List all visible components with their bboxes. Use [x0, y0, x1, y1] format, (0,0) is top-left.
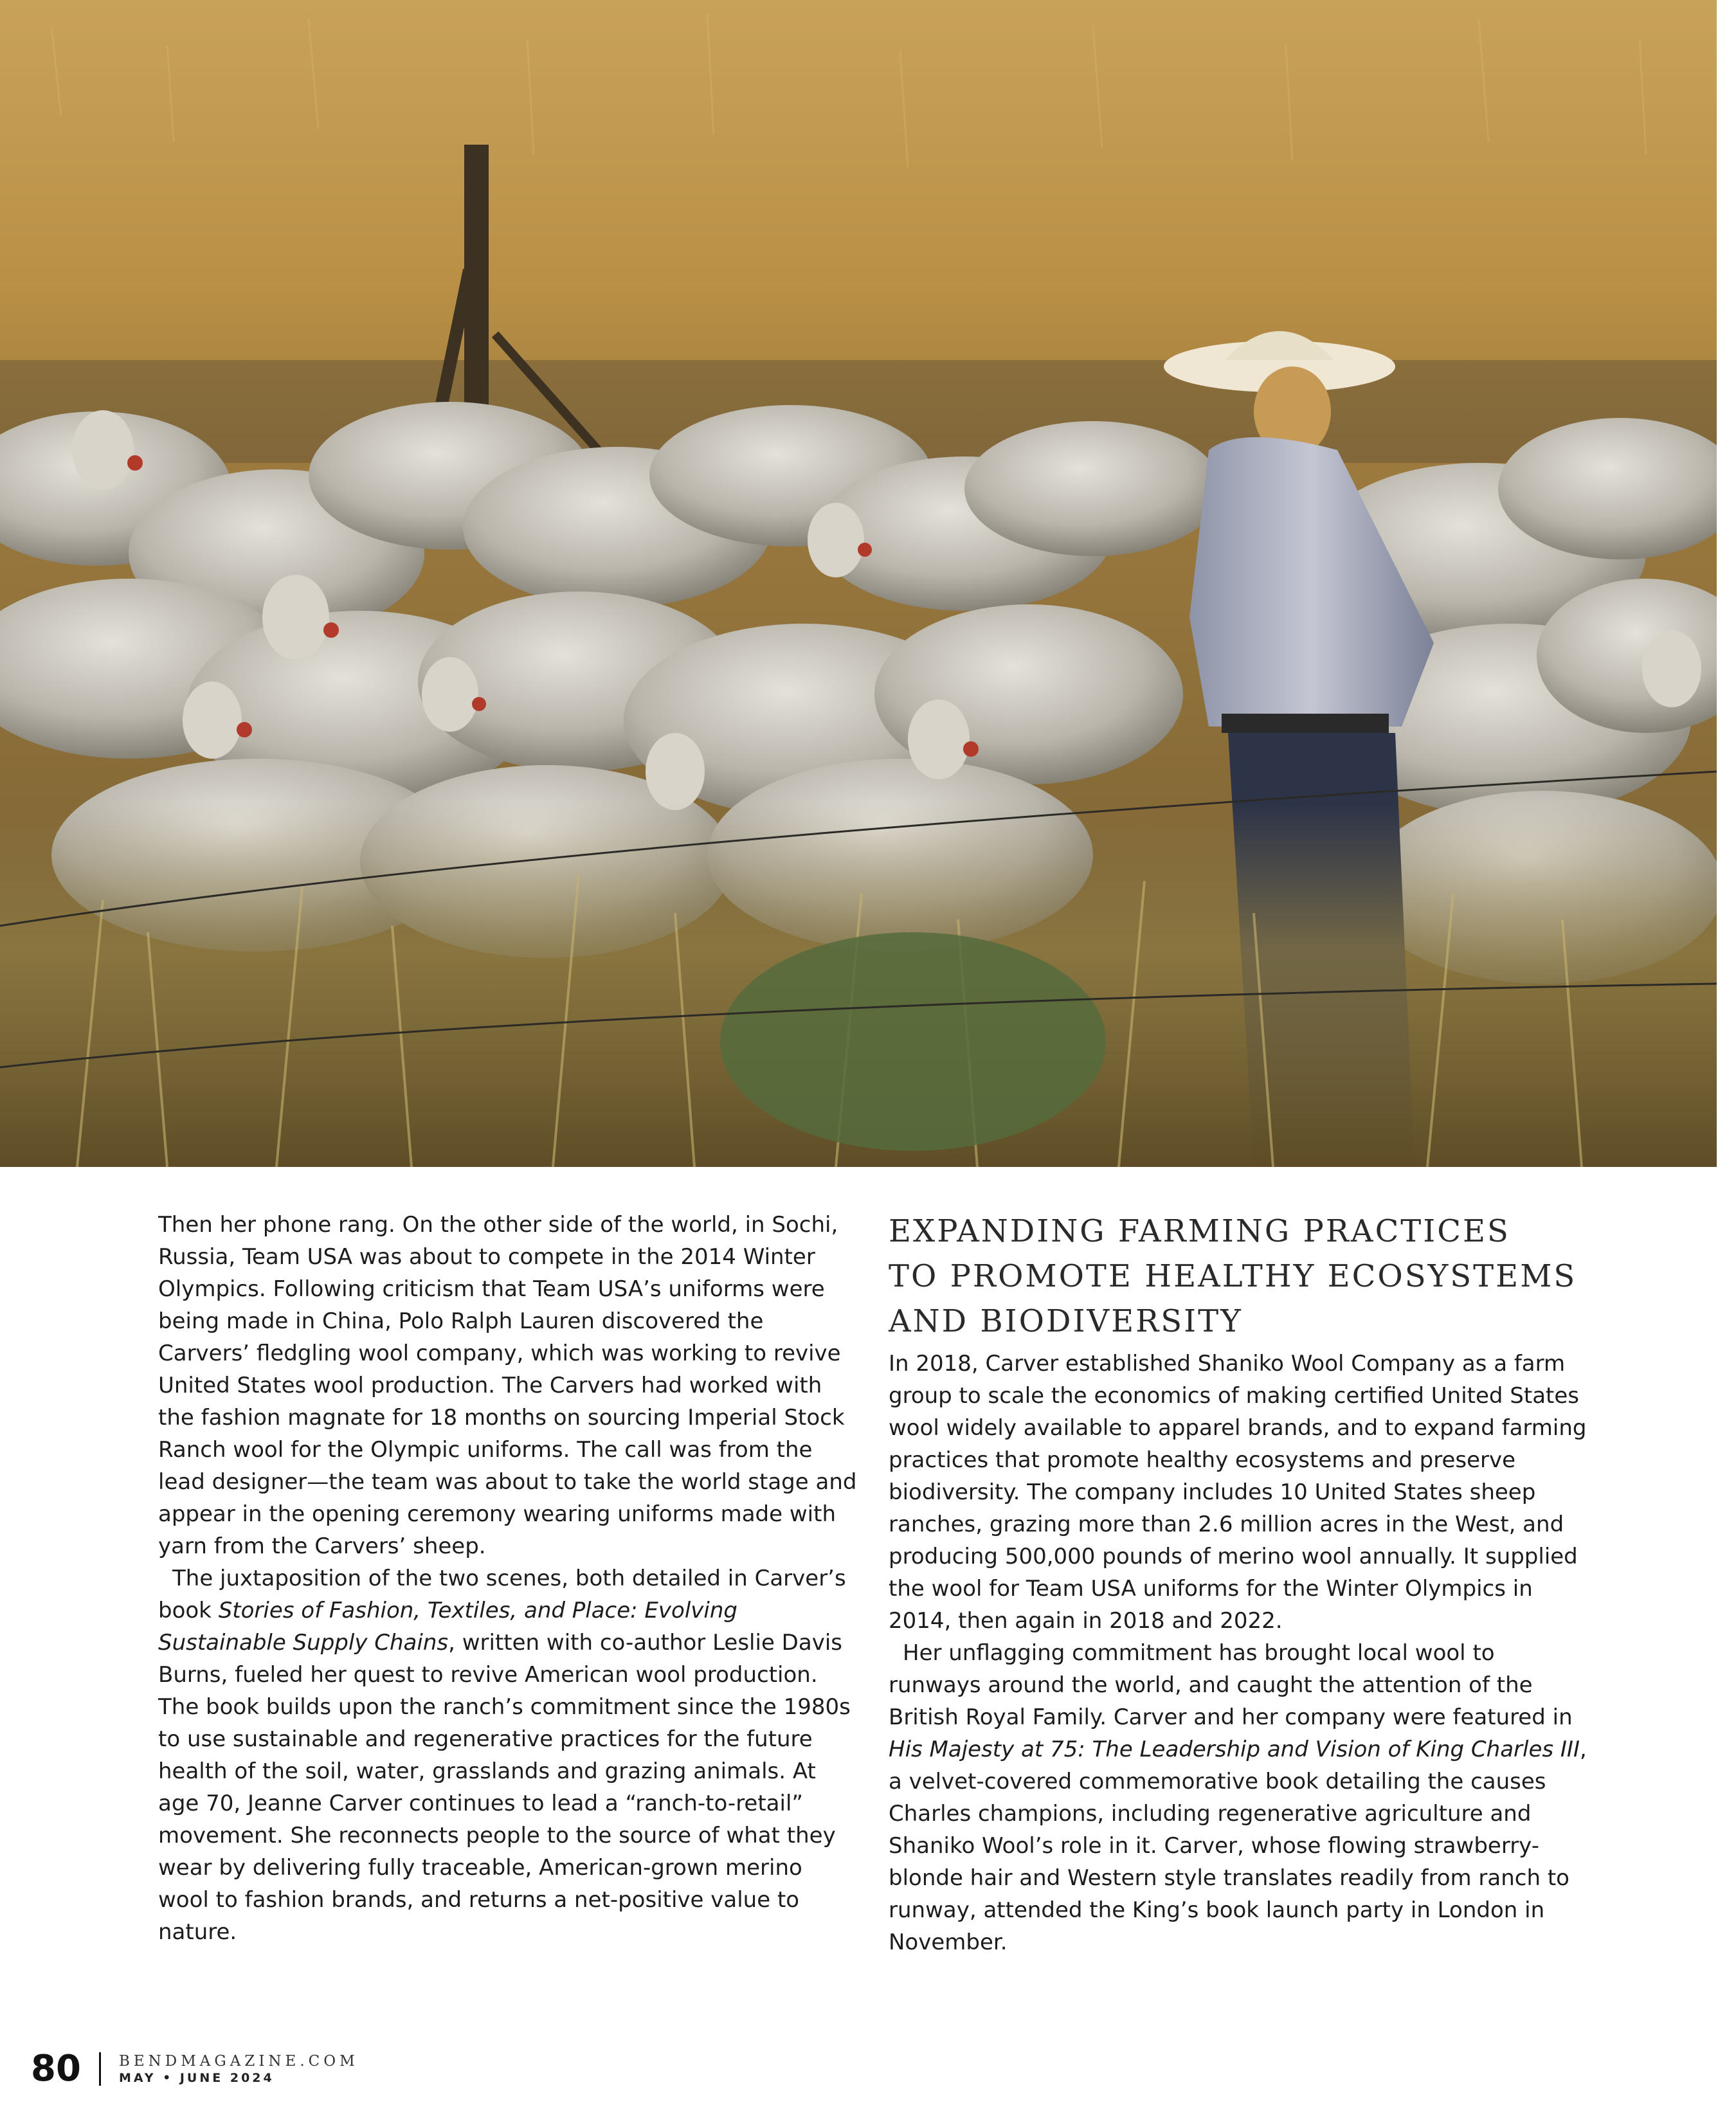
- page-footer: [31, 2048, 359, 2114]
- site-link[interactable]: BENDMAGAZINE.COM: [118, 2053, 359, 2070]
- issue-date: MAY • JUNE 2024: [118, 2071, 275, 2085]
- footer-divider: [99, 2052, 101, 2086]
- page-number: 80: [31, 2048, 81, 2090]
- book-title: Stories of Fashion, Textiles, and Place: Evolving Sustainable Supply Chains: [158, 1598, 737, 1656]
- paragraph: The juxtaposition of the two scenes, both detailed in Carver’s book Stories of Fashion, Textiles, and Place: Evolving Sustainable Supply Chains, written with co-author Leslie Davis Burns, fueled her quest to revive American wool production. The book builds upon the ranch’s commitment since the 1980s to use sustainable and regenerative practices for the future health of the soil, water, grasslands and grazing animals. At age 70, Jeanne Carver continues to lead a “ranch-to-retail” movement. She reconnects people to the source of what they wear by delivering fully traceable, American-grown merino wool to fashion brands, and returns a net-positive value to nature.: [158, 1566, 851, 1945]
- footer-meta: [119, 2052, 359, 2086]
- book-title: His Majesty at 75: The Leadership and Vision of King Charles III: [889, 1737, 1580, 1762]
- paragraph: Then her phone rang. On the other side of the world, in Sochi, Russia, Team USA was about to compete in the 2014 Winter Olympics. Following criticism that Team USA’s uniforms were being made in China, Polo Ralph Lauren discovered the Carvers’ fledgling wool company, which was working to revive United States wool production. The Carvers had worked with the fashion magnate for 18 months on sourcing Imperial Stock Ranch wool for the Olympic uniforms. The call was from the lead designer—the team was about to take the world stage and appear in the opening ceremony wearing uniforms made with yarn from the Carvers’ sheep.: [158, 1212, 857, 1559]
- paragraph: Her unflagging commitment has brought local wool to runways around the world, and caught the attention of the British Royal Family. Carver and her company were featured in His Majesty at 75: The Leadership and Vision of King Charles III, a velvet-covered commemorative book detailing the causes Charles champions, including regenerative agriculture and Shaniko Wool’s role in it. Carver, whose flowing strawberry-blonde hair and Western style translates readily from ranch to runway, attended the King’s book launch party in London in November.: [889, 1640, 1587, 1955]
- article-column-left: [158, 1209, 859, 1948]
- article-column-right: [889, 1209, 1589, 1958]
- section-subhead: EXPANDING FARMING PRACTICES TO PROMOTE HEALTHY ECOSYSTEMS AND BIODIVERSITY: [889, 1213, 1577, 1339]
- paragraph: In 2018, Carver established Shaniko Wool Company as a farm group to scale the economics of making certified United States wool widely available to apparel brands, and to expand farming practices that promote healthy ecosystems and preserve biodiversity. The company includes 10 United States sheep ranches, grazing more than 2.6 million acres in the West, and producing 500,000 pounds of merino wool annually. It supplied the wool for Team USA uniforms for the Winter Olympics in 2014, then again in 2018 and 2022.: [889, 1351, 1587, 1634]
